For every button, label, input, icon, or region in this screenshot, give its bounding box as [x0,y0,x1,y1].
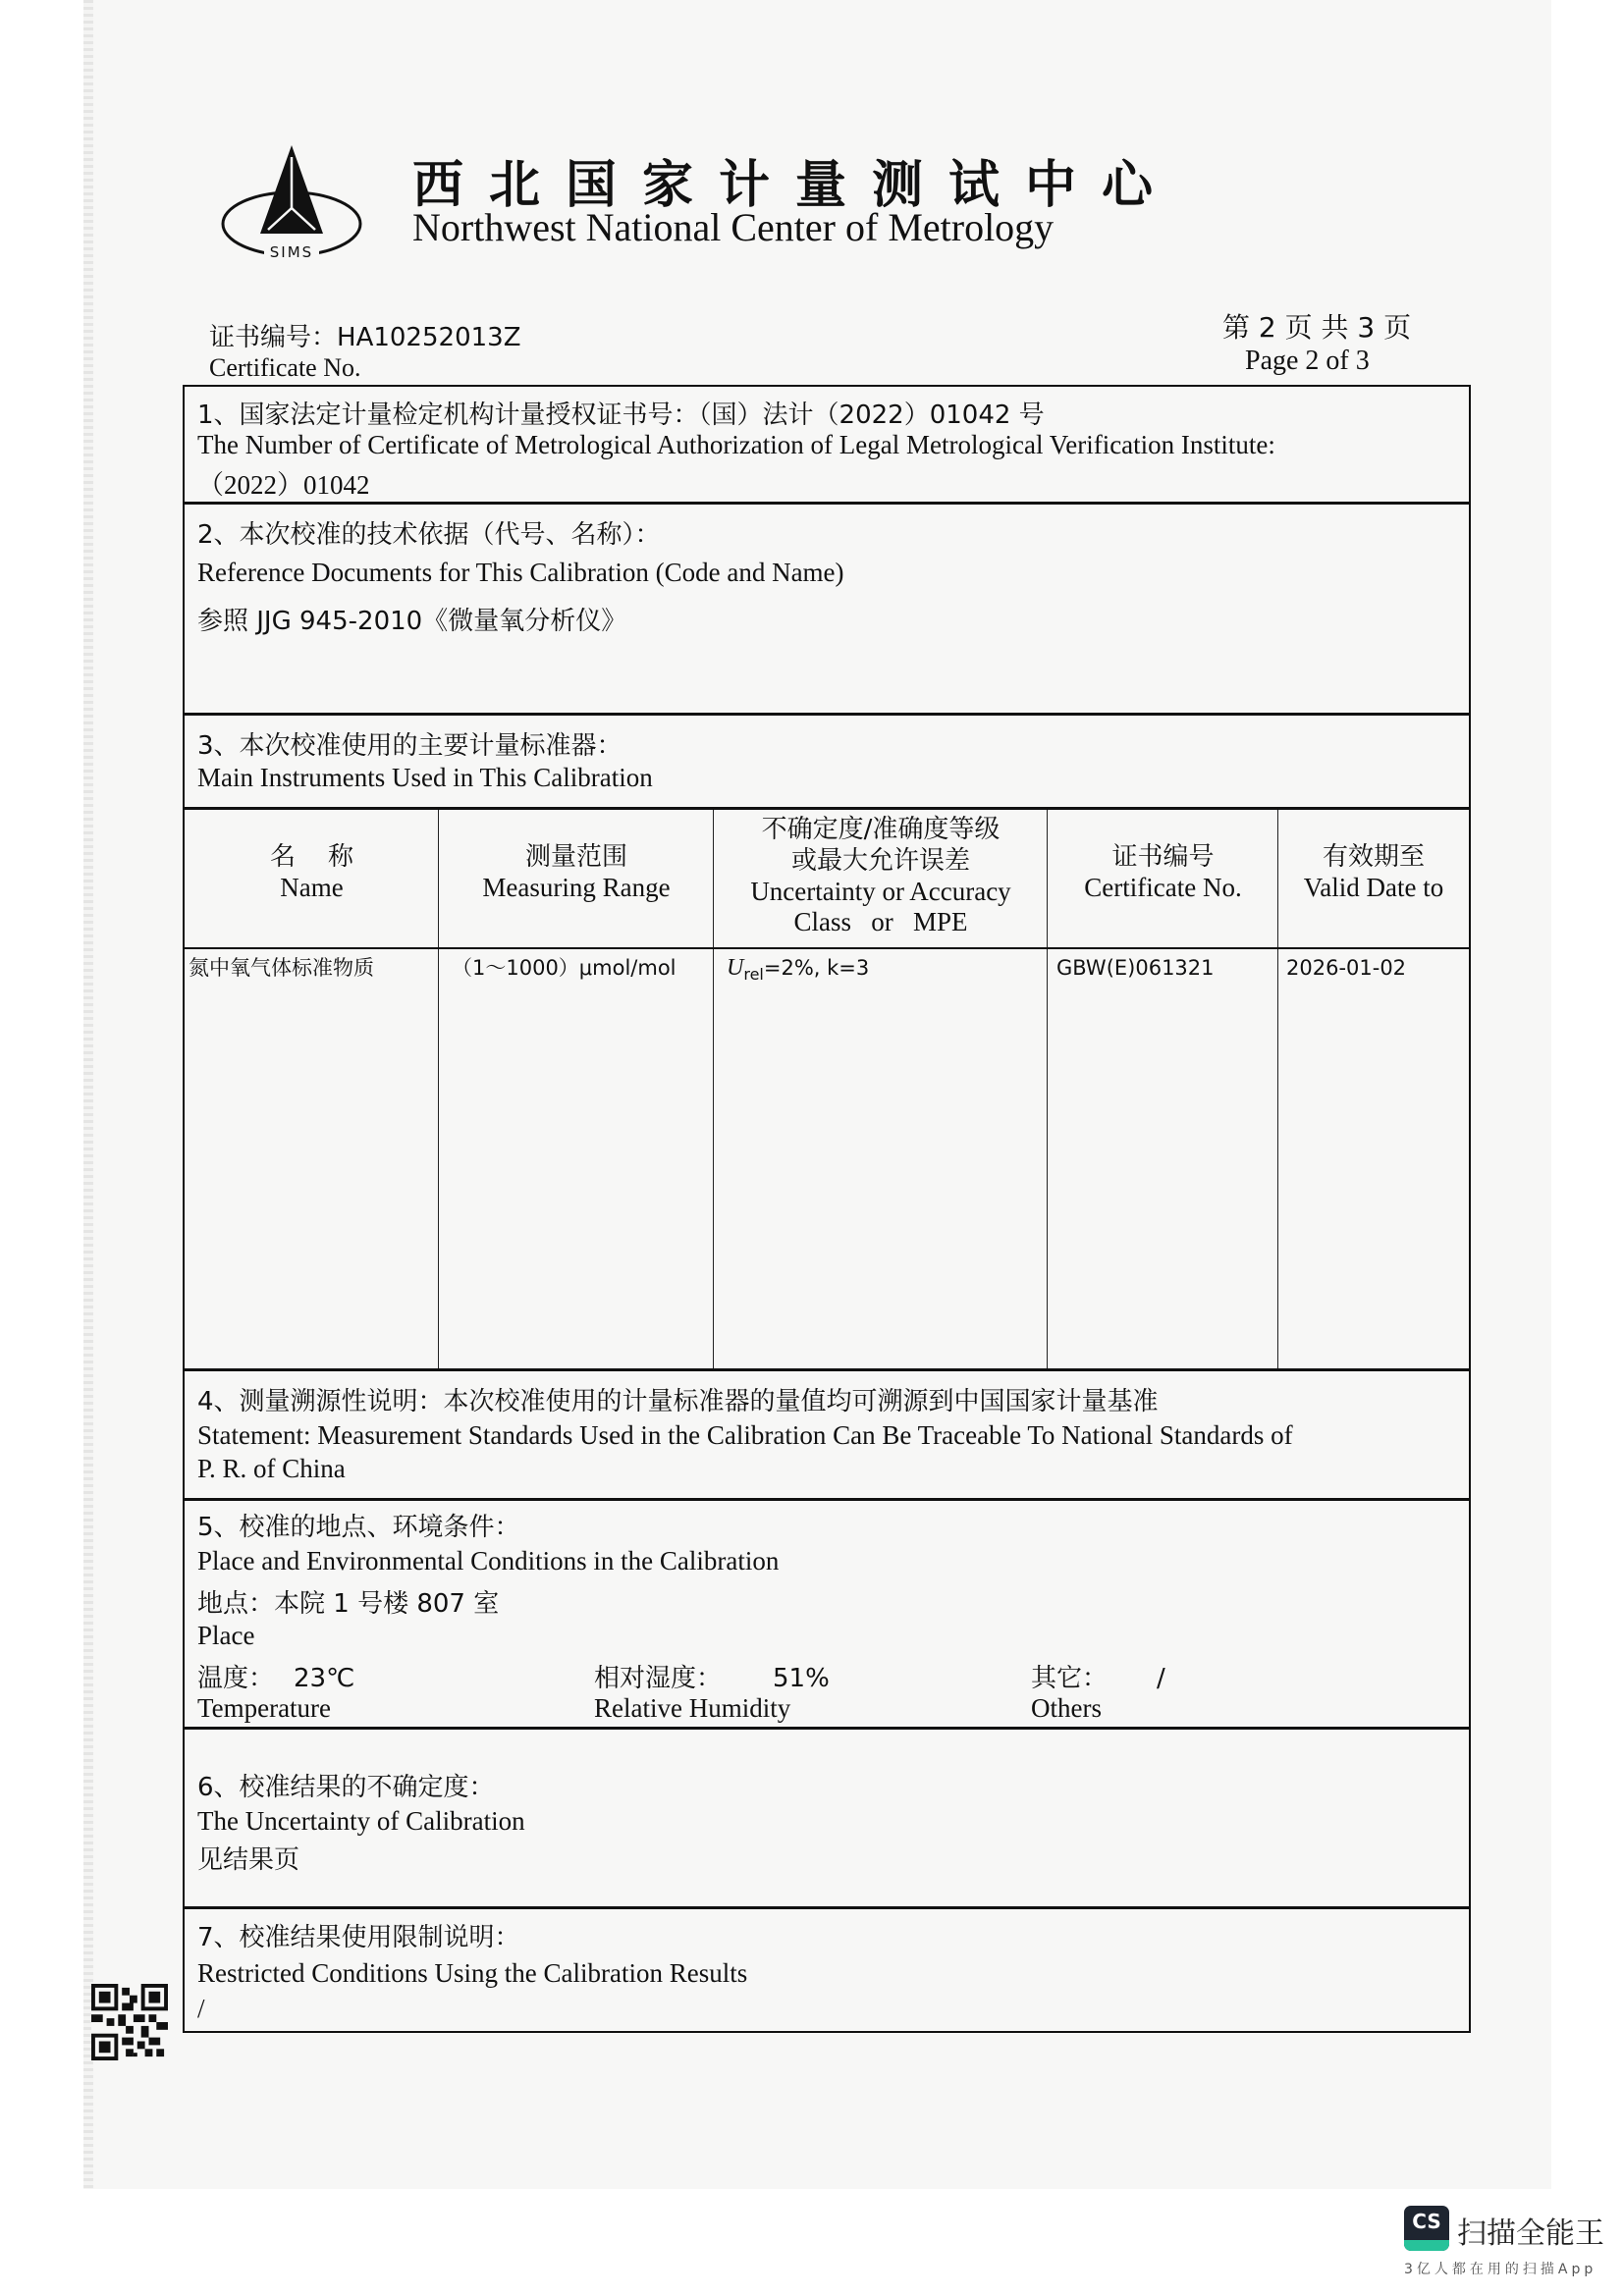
uncertainty-subscript: rel [743,965,764,985]
row-name: 氮中氧气体标准物质 [189,956,374,980]
header-name-en: Name [280,873,344,902]
section-1 [185,387,1469,505]
camscanner-logo-icon [1404,2206,1449,2251]
header-cert-no-cn: 证书编号 [1111,842,1215,872]
table-header-range [439,841,714,903]
page-indicator-en: Page 2 of 3 [1245,346,1370,376]
section-3-title-cn: 3、本次校准使用的主要计量标准器： [197,731,622,761]
header-range-cn: 测量范围 [524,842,627,872]
certificate-form [183,385,1471,2033]
section-5-title-en: Place and Environmental Conditions in the Calibration [197,1546,780,1575]
header-name-cn: 名 称 [269,842,354,872]
section-1-value: （2022）01042 [197,470,370,500]
section-2-value: 参照 JJG 945-2010《微量氧分析仪》 [197,607,627,636]
section-2-title-cn: 2、本次校准的技术依据（代号、名称）： [197,520,661,550]
section-6 [185,1730,1469,1909]
humidity [594,1658,830,1694]
table-header-cert-no [1048,841,1278,903]
humidity-value: 51% [773,1664,830,1693]
temperature-label: 温度： [197,1664,275,1693]
table-header-name [185,841,439,903]
certificate-number-label: 证书编号： [209,323,338,352]
section-6-title-en: The Uncertainty of Calibration [197,1806,525,1836]
humidity-label: 相对湿度： [594,1664,723,1693]
sims-logo-icon [221,137,368,265]
section-6-title-cn: 6、校准结果的不确定度： [197,1773,495,1802]
section-1-title-cn: 1、国家法定计量检定机构计量授权证书号：（国）法计（2022）01042 号 [197,400,1045,430]
section-7 [185,1909,1469,2031]
certificate-number [209,317,521,353]
header-uncertainty-en1: Uncertainty or Accuracy [750,877,1011,906]
logo-text: SIMS [269,243,314,261]
instruments-table [185,807,1469,1368]
camscanner-logo-stripe [1404,2240,1449,2251]
others [1031,1658,1165,1694]
header-cert-no-en: Certificate No. [1084,873,1242,902]
section-5 [185,1501,1469,1730]
header-valid-date-en: Valid Date to [1303,873,1444,902]
others-value: / [1157,1664,1165,1693]
uncertainty-symbol: U [727,955,744,981]
table-header-divider [185,947,1469,949]
section-1-title-en: The Number of Certificate of Metrological Authorization of Legal Metrological Verification Institute: [197,430,1275,459]
scan-edge-shadow [83,0,93,2189]
header-uncertainty-cn2: 或最大允许误差 [790,846,970,876]
section-5-title-cn: 5、校准的地点、环境条件： [197,1513,520,1542]
humidity-label-en: Relative Humidity [594,1693,791,1723]
camscanner-app-name: 扫描全能王 [1457,2216,1604,2251]
place-en: Place [197,1621,255,1650]
uncertainty-value: =2%, k=3 [763,956,870,980]
section-4-title-cn: 4、测量溯源性说明：本次校准使用的计量标准器的量值均可溯源到中国国家计量基准 [197,1387,1159,1416]
qr-code-icon[interactable] [91,1983,168,2061]
temperature-label-en: Temperature [197,1693,332,1723]
header-uncertainty-cn1: 不确定度/准确度等级 [761,815,1001,844]
page-indicator-cn: 第 2 页 共 3 页 [1222,311,1412,344]
row-valid-to: 2026-01-02 [1286,956,1407,980]
section-6-value: 见结果页 [197,1845,300,1875]
section-4-title-en: Statement: Measurement Standards Used in the Calibration Can Be Traceable To National Standards of [197,1420,1293,1450]
section-2 [185,505,1469,716]
row-cert-no: GBW(E)061321 [1056,956,1215,980]
header-uncertainty-en2: Class or MPE [793,907,968,936]
certificate-number-label-en: Certificate No. [209,353,361,382]
section-7-value: / [197,1994,205,2023]
row-range: （1～1000）μmol/mol [452,956,676,980]
section-4-title-en-2: P. R. of China [197,1454,346,1483]
header-range-en: Measuring Range [482,873,671,902]
org-name-en: Northwest National Center of Metrology [412,205,1055,249]
table-header-uncertainty [714,814,1048,937]
temperature-value: 23℃ [294,1664,355,1693]
section-2-title-en: Reference Documents for This Calibration (Code and Name) [197,558,844,587]
table-header-row [185,810,1469,947]
camscanner-tagline: 3亿人都在用的扫描App [1404,2262,1597,2277]
place-cn: 地点：本院 1 号楼 807 室 [197,1589,500,1619]
table-header-valid-date [1278,841,1469,903]
header-valid-date-cn: 有效期至 [1322,842,1425,872]
section-7-title-en: Restricted Conditions Using the Calibration Results [197,1958,748,1988]
camscanner-logo-text: CS [1412,2210,1441,2233]
certificate-number-value: HA10252013Z [337,323,521,352]
temperature [197,1658,354,1694]
section-3-title-en: Main Instruments Used in This Calibration [197,763,653,792]
section-4 [185,1368,1469,1501]
others-label-en: Others [1031,1693,1102,1723]
section-7-title-cn: 7、校准结果使用限制说明： [197,1923,520,1952]
others-label: 其它： [1031,1664,1109,1693]
row-uncertainty [727,955,869,988]
org-name-cn: 西北国家计量测试中心 [412,156,1179,215]
